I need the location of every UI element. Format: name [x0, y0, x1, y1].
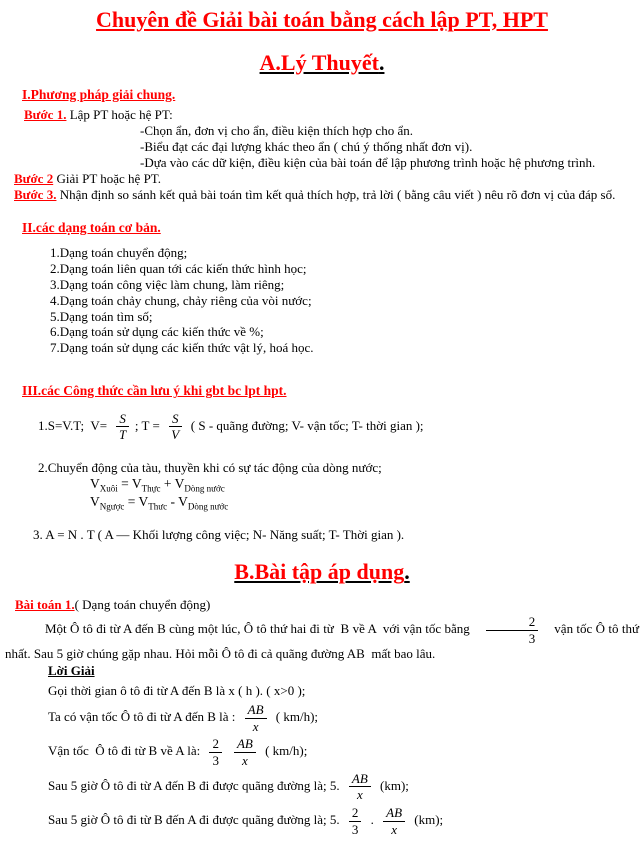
page-title-text: Chuyên đề Giải bài toán bằng cách lập PT, HPT	[96, 7, 548, 32]
problem1-type: ( Dạng toán chuyển động)	[74, 597, 211, 613]
statement-pre: Một Ô tô đi từ A đến B cùng một lúc, Ô tô thứ hai đi từ B về A với vận tốc bằng	[45, 621, 470, 637]
step2-line	[5, 171, 639, 187]
section-a-text: A.Lý Thuyết	[259, 49, 379, 75]
formula-current-intro: 2.Chuyển động của tàu, thuyền khi có sự tác động của dòng nước;	[38, 459, 382, 475]
type-item: 1.Dạng toán chuyển động;	[50, 245, 188, 261]
v-operator: + V	[160, 475, 185, 491]
methods-heading: I.Phương pháp giải chung.	[22, 87, 176, 102]
document-page	[5, 6, 643, 837]
sol3-post: ( km/h);	[261, 743, 308, 759]
section-a-underline	[260, 50, 385, 75]
solution-line-3	[48, 737, 639, 767]
step1-item: -Dựa vào các dữ kiện, điều kiện của bài toán để lập phương trình hoặc hệ phương trình.	[140, 155, 596, 171]
v-subscript: Thực	[141, 483, 161, 494]
step1-item: -Biểu đạt các đại lượng khác theo ẩn ( chú ý thống nhất đơn vị).	[140, 139, 473, 155]
type-item: 5.Dạng toán tìm số;	[50, 308, 153, 324]
problem1-statement	[5, 614, 643, 661]
v-operator: - V	[167, 494, 188, 510]
solution-heading: Lời Giải	[48, 663, 95, 679]
fraction-ab-over-x: $\frac{AB}{x}$	[234, 737, 256, 767]
types-list	[5, 245, 639, 356]
type-item: 4.Dạng toán chảy chung, chảy riêng của vòi nước;	[50, 292, 312, 308]
section-b-dot: .	[404, 558, 410, 584]
velocity-downstream-line	[90, 476, 639, 495]
v-symbol: V	[90, 475, 100, 491]
sol4-post: (km);	[376, 777, 409, 793]
v-subscript: Dòng nước	[184, 483, 225, 494]
sol4-pre: Sau 5 giờ Ô tô đi từ A đến B đi được quãng đường là; 5.	[48, 777, 343, 793]
formula-svt	[38, 412, 639, 442]
step3-label: Bước 3.	[14, 186, 57, 202]
step1-text: Lập PT hoặc hệ PT:	[66, 107, 173, 123]
section-b-text: B.Bài tập áp dụng	[234, 558, 405, 584]
section-b-underline	[234, 559, 409, 584]
step3-text: Nhận định so sánh kết quả bài toán tìm kết quả thích hợp, trả lời ( bằng câu viết ) nêu rõ đơn vị của đáp số.	[56, 186, 616, 202]
step2-text: Giải PT hoặc hệ PT.	[53, 170, 162, 186]
solution-line-2	[48, 703, 639, 733]
step1-line	[24, 107, 639, 123]
sol5-pre: Sau 5 giờ Ô tô đi từ B đến A đi được quãng đường là; 5.	[48, 812, 343, 828]
velocity-upstream-line	[90, 494, 639, 513]
fraction-s-over-v: $\frac{S}{V}$	[169, 412, 182, 442]
problem1-heading	[15, 597, 639, 613]
fraction-s-over-t: $\frac{S}{T}$	[116, 412, 129, 442]
fraction-two-thirds: $\frac{2}{3}$	[209, 737, 222, 767]
v-subscript: Ngược	[99, 502, 125, 513]
fraction-ab-over-x: $\frac{AB}{x}$	[349, 772, 371, 802]
fraction-two-thirds: $\frac{2}{3}$	[486, 615, 539, 645]
section-a-dot: .	[378, 49, 385, 75]
sol3-pre: Vận tốc Ô tô đi từ B về A là:	[48, 743, 204, 759]
sol2-post: ( km/h);	[272, 709, 319, 725]
type-item: 7.Dạng toán sử dụng các kiến thức vật lý, hoá học.	[50, 340, 314, 356]
step1-item: -Chọn ẩn, đơn vị cho ẩn, điều kiện thích hợp cho ẩn.	[140, 123, 413, 139]
sol5-post: (km);	[411, 812, 444, 828]
v-subscript: Dòng nước	[187, 502, 229, 513]
fraction-ab-over-x: $\frac{AB}{x}$	[245, 703, 267, 733]
formula-work: 3. A = N . T ( A — Khối lượng công việc; N- Năng suất; T- Thời gian ).	[33, 527, 405, 543]
formula-svt-suffix: ( S - quãng đường; V- vận tốc; T- thời gian );	[187, 417, 424, 433]
step1-label: Bước 1.	[24, 107, 67, 123]
solution-line-4	[48, 772, 639, 802]
formulas-heading: III.các Công thức cần lưu ý khi gbt bc lpt hpt.	[22, 383, 287, 399]
section-a-heading	[5, 49, 639, 77]
sol2-pre: Ta có vận tốc Ô tô đi từ A đến B là :	[48, 709, 239, 725]
v-equals: = V	[117, 475, 142, 491]
v-subscript: Thưc	[148, 502, 168, 513]
type-item: 3.Dạng toán công việc làm chung, làm riêng;	[50, 276, 285, 292]
sol5-dot: .	[367, 812, 378, 828]
v-subscript: Xuôi	[99, 483, 118, 494]
statement-post: vận tốc Ô tô thứ nhất. Sau 5 giờ chúng gặp nhau. Hỏi mỗi Ô tô đi cả quãng đường AB mất bao lâu.	[5, 621, 643, 661]
v-symbol: V	[90, 494, 100, 510]
type-item: 6.Dạng toán sử dụng các kiến thức về %;	[50, 324, 264, 340]
solution-line-1: Gọi thời gian ô tô đi từ A đến B là x ( h ). ( x>0 );	[48, 683, 306, 699]
fraction-ab-over-x: $\frac{AB}{x}$	[383, 806, 405, 836]
formula-svt-prefix: 1.S=V.T; V=	[38, 417, 111, 433]
section-b-heading	[5, 558, 639, 586]
step2-label: Bước 2	[14, 170, 54, 186]
step3-line	[5, 187, 639, 203]
problem1-label: Bài toán 1.	[15, 597, 75, 613]
types-heading: II.các dạng toán cơ bản.	[22, 219, 161, 235]
fraction-two-thirds: $\frac{2}{3}$	[349, 806, 362, 836]
type-item: 2.Dạng toán liên quan tới các kiến thức hình học;	[50, 260, 307, 276]
page-title	[5, 6, 639, 34]
formula-svt-mid: ; T =	[134, 417, 164, 433]
v-equals: = V	[124, 494, 149, 510]
solution-line-5	[48, 806, 639, 836]
